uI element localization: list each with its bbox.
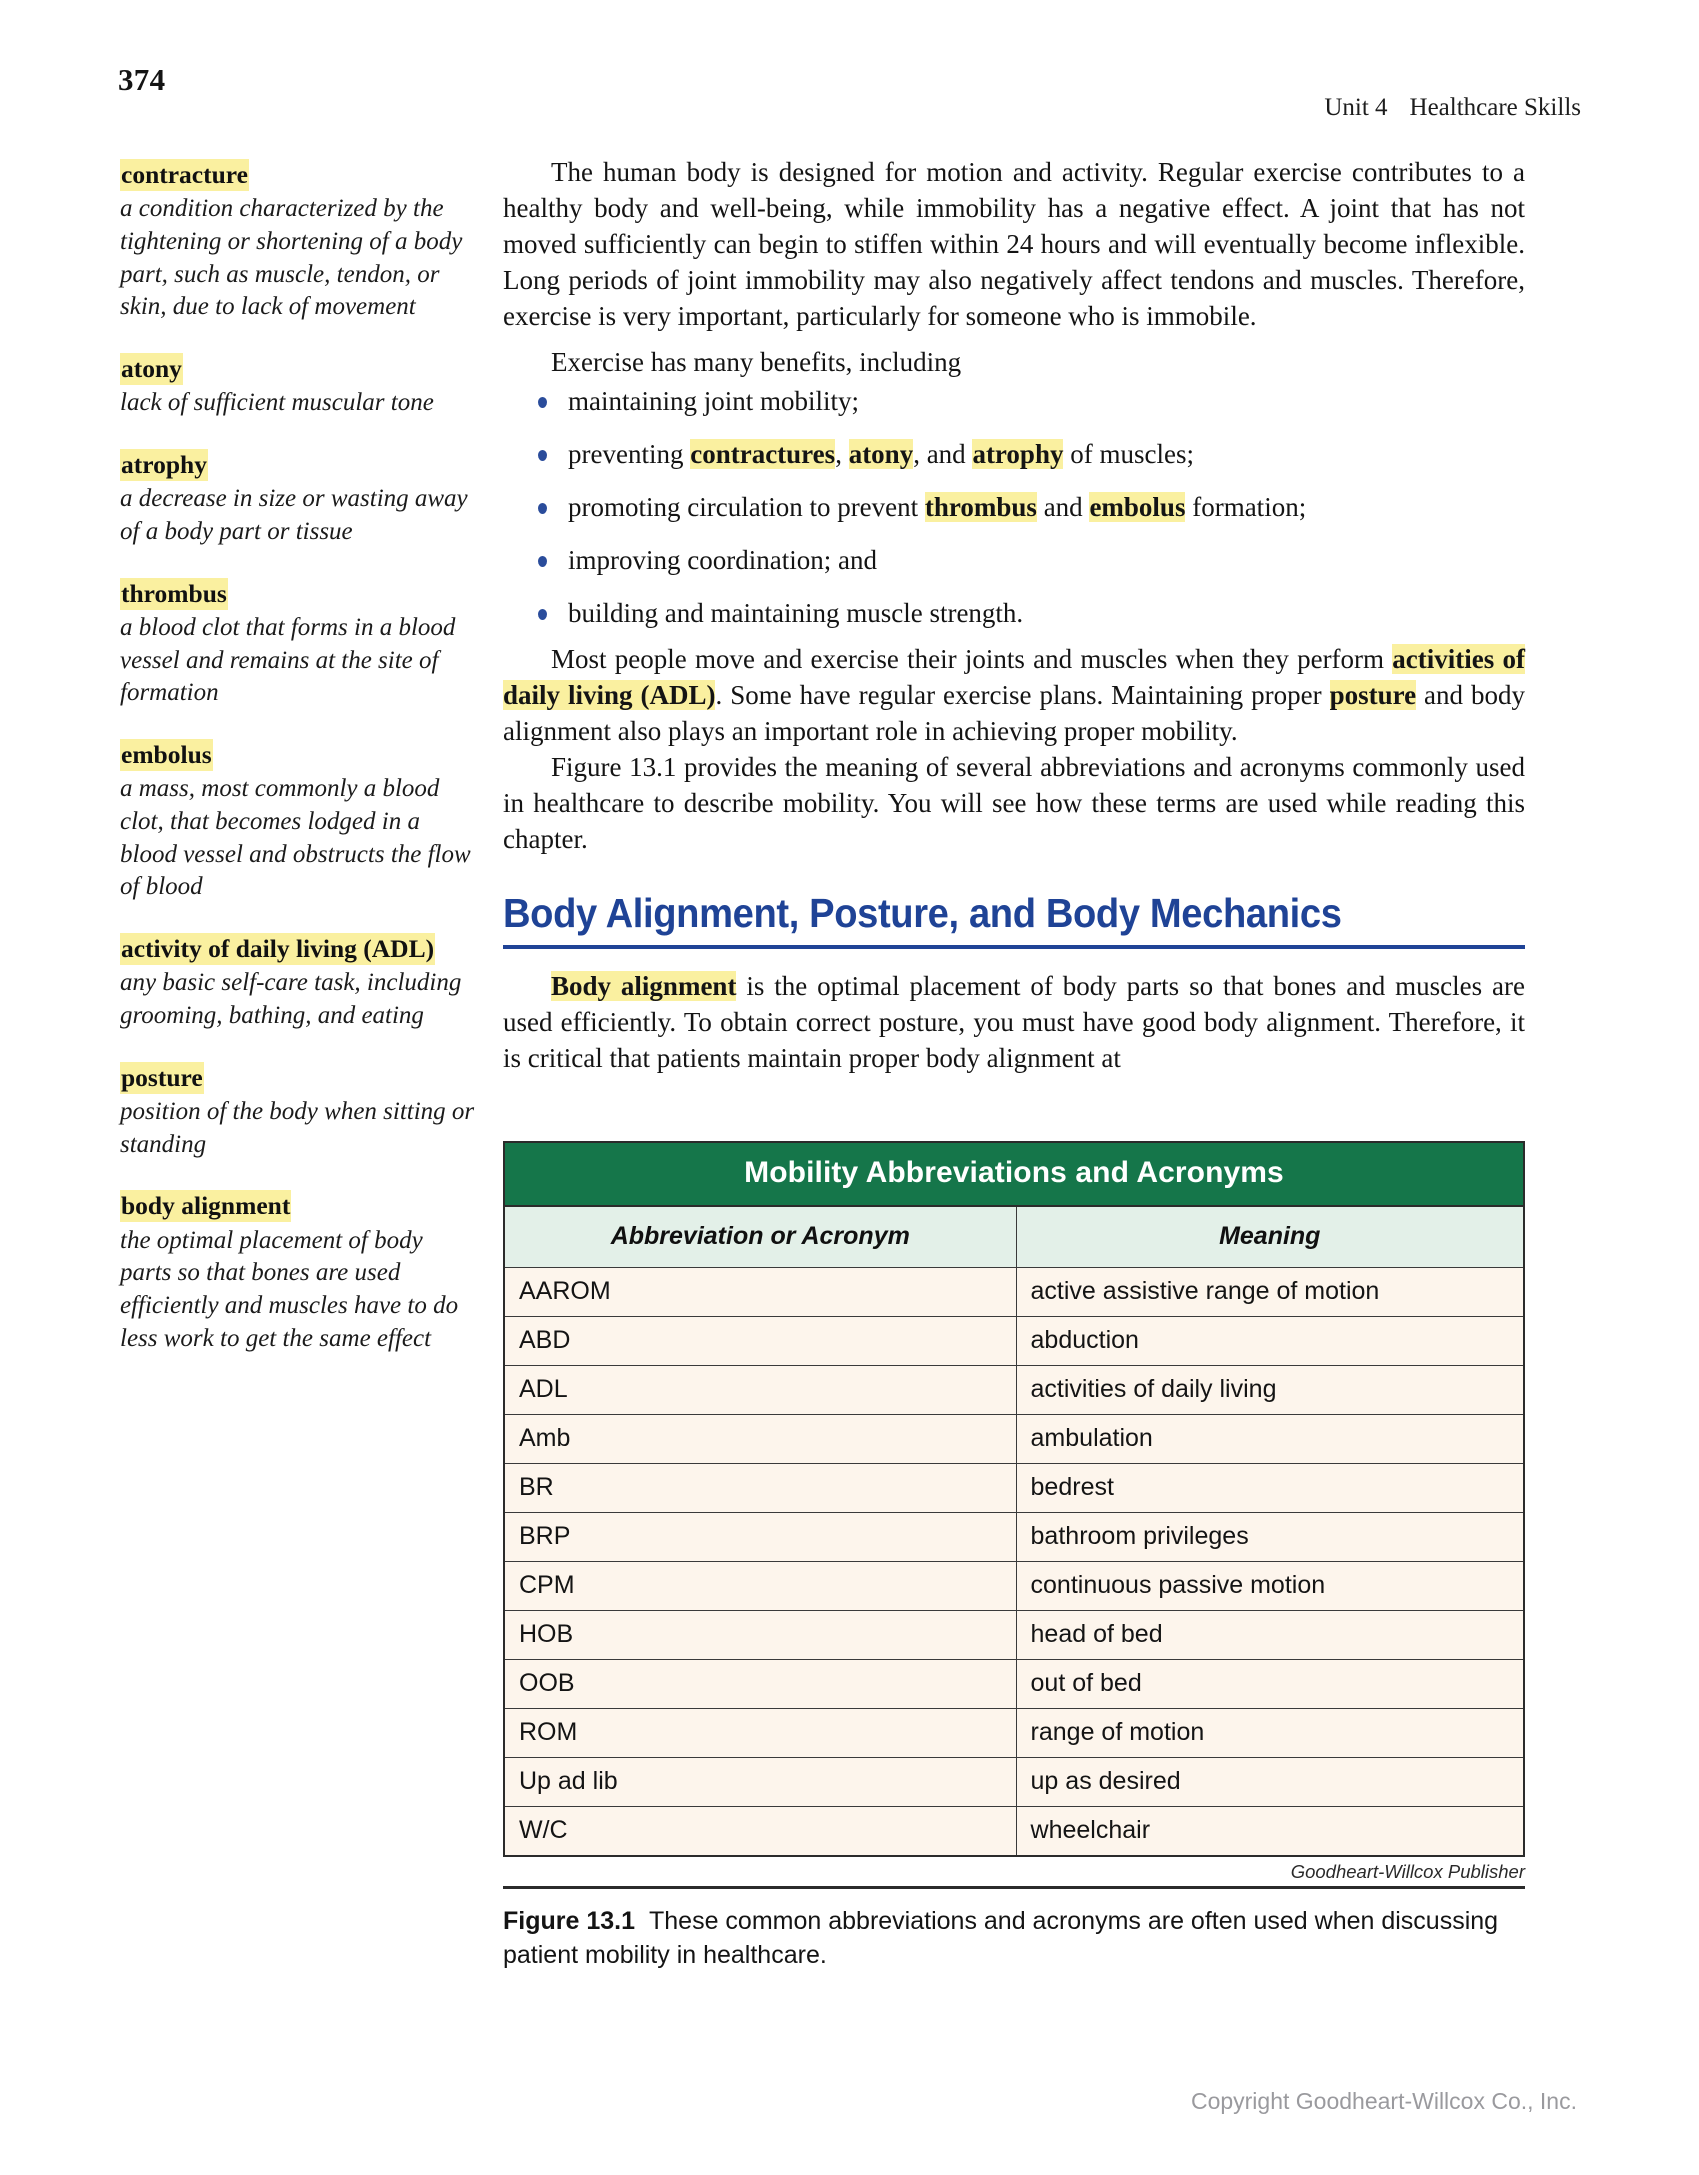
glossary-term-highlight: posture <box>121 1062 203 1092</box>
paragraph-adl <box>503 642 1525 750</box>
cell-meaning: wheelchair <box>1016 1807 1524 1857</box>
table-row <box>504 1415 1524 1464</box>
table-row <box>504 1611 1524 1660</box>
glossary-term <box>120 577 475 610</box>
list-sep: , and <box>913 439 973 470</box>
list-item-text: maintaining joint mobility; <box>568 386 859 417</box>
list-item-text: preventing <box>568 439 691 470</box>
glossary-sidebar <box>120 158 475 1356</box>
table-title: Mobility Abbreviations and Acronyms <box>503 1141 1525 1205</box>
list-item-text: building and maintaining muscle strength. <box>568 598 1024 629</box>
glossary-term <box>120 1061 475 1094</box>
term-atony: atony <box>848 439 914 470</box>
glossary-term-highlight: thrombus <box>121 578 227 608</box>
cell-abbreviation: ABD <box>504 1317 1016 1366</box>
bullet-icon <box>538 609 547 620</box>
cell-abbreviation: Amb <box>504 1415 1016 1464</box>
table-row <box>504 1268 1524 1317</box>
cell-abbreviation: Up ad lib <box>504 1758 1016 1807</box>
cell-abbreviation: ROM <box>504 1709 1016 1758</box>
glossary-term <box>120 932 475 965</box>
cell-meaning: out of bed <box>1016 1660 1524 1709</box>
cell-meaning: activities of daily living <box>1016 1366 1524 1415</box>
cell-meaning: up as desired <box>1016 1758 1524 1807</box>
glossary-term-highlight: atrophy <box>121 450 207 480</box>
term-embolus: embolus <box>1089 492 1186 523</box>
glossary-term-highlight: embolus <box>121 740 212 770</box>
glossary-term <box>120 448 475 481</box>
cell-abbreviation: BRP <box>504 1513 1016 1562</box>
bullet-icon <box>538 450 547 461</box>
list-tail: formation; <box>1185 492 1307 523</box>
cell-meaning: ambulation <box>1016 1415 1524 1464</box>
copyright-footer: Copyright Goodheart-Willcox Co., Inc. <box>1190 2088 1577 2114</box>
figure-number: Figure 13.1 <box>503 1907 635 1936</box>
list-item <box>503 543 1525 579</box>
list-item <box>503 596 1525 632</box>
cell-meaning: bathroom privileges <box>1016 1513 1524 1562</box>
cell-abbreviation: W/C <box>504 1807 1016 1857</box>
bullet-icon <box>538 397 547 408</box>
figure-13-1 <box>503 1141 1525 1972</box>
paragraph-intro: The human body is designed for motion and activity. Regular exercise contributes to a healthy body and well-being, while immobility has a negative effect. A joint that has not moved sufficiently can begin to stiffen within 24 hours and will eventually become inflexible. Long periods of joint immobility may also negatively affect tendons and muscles. Therefore, exercise is very important, particularly for someone who is immobile. <box>503 157 1525 331</box>
glossary-entry <box>120 448 475 549</box>
unit-label: Unit 4 <box>1324 94 1388 121</box>
glossary-definition: a blood clot that forms in a blood vessel and remains at the site of formation <box>120 613 456 707</box>
cell-meaning: head of bed <box>1016 1611 1524 1660</box>
glossary-definition: a mass, most commonly a blood clot, that becomes lodged in a blood vessel and obstructs the flow of blood <box>120 775 471 901</box>
glossary-term-highlight: body alignment <box>121 1191 291 1221</box>
term-atrophy: atrophy <box>972 439 1064 470</box>
table-row <box>504 1366 1524 1415</box>
term-contractures: contractures <box>690 439 836 470</box>
list-tail: of muscles; <box>1063 439 1194 470</box>
section-heading: Body Alignment, Posture, and Body Mechanics <box>503 890 1342 937</box>
table-row <box>504 1513 1524 1562</box>
term-posture: posture <box>1329 679 1417 710</box>
list-item <box>503 437 1525 473</box>
glossary-entry <box>120 352 475 420</box>
glossary-term-highlight: activity of daily living (ADL) <box>121 934 435 964</box>
term-adl: activities of daily living (ADL) <box>503 643 1526 710</box>
main-text-column <box>503 155 1525 1972</box>
running-head <box>118 62 1581 121</box>
glossary-term <box>120 158 475 191</box>
cell-meaning: bedrest <box>1016 1464 1524 1513</box>
cell-abbreviation: AAROM <box>504 1268 1016 1317</box>
glossary-entry <box>120 1061 475 1162</box>
list-item <box>503 490 1525 526</box>
glossary-entry <box>120 932 475 1033</box>
list-item-text: promoting circulation to prevent <box>568 492 925 523</box>
list-lead-in: Exercise has many benefits, including <box>551 346 962 377</box>
term-body-alignment: Body alignment <box>551 971 737 1002</box>
table-row <box>504 1758 1524 1807</box>
glossary-definition: the optimal placement of body parts so that bones are used efficiently and muscles have to do less work to get the same effect <box>120 1226 459 1352</box>
page-number: 374 <box>118 62 166 97</box>
bullet-icon <box>538 556 547 567</box>
para-alignment-rest: is the optimal placement of body parts so that bones and muscles are used efficiently. To obtain correct posture, you must have good body alignment. Therefore, it is critical that patients maintain proper body alignment at <box>503 971 1526 1074</box>
term-thrombus: thrombus <box>924 492 1037 523</box>
glossary-term <box>120 352 475 385</box>
glossary-entry <box>120 1189 475 1355</box>
cell-abbreviation: ADL <box>504 1366 1016 1415</box>
glossary-entry <box>120 577 475 710</box>
unit-section-label: Healthcare Skills <box>1409 94 1581 121</box>
figure-caption-rule <box>503 1886 1525 1889</box>
cell-meaning: active assistive range of motion <box>1016 1268 1524 1317</box>
glossary-definition: any basic self-care task, including grooming, bathing, and eating <box>120 969 462 1030</box>
cell-abbreviation: CPM <box>504 1562 1016 1611</box>
cell-abbreviation: OOB <box>504 1660 1016 1709</box>
para-adl-part-1: Most people move and exercise their joints and muscles when they perform <box>551 643 1393 674</box>
glossary-definition: position of the body when sitting or standing <box>120 1097 475 1158</box>
section-heading-rule <box>503 945 1525 949</box>
para-adl-part-3: and body alignment also plays an important role in achieving proper mobility. <box>503 679 1526 746</box>
glossary-entry <box>120 158 475 324</box>
column-header-abbreviation: Abbreviation or Acronym <box>504 1206 1016 1268</box>
paragraph-figure-reference: Figure 13.1 provides the meaning of several abbreviations and acronyms commonly used in healthcare to describe mobility. You will see how these terms are used while reading this chapter. <box>503 751 1525 854</box>
glossary-definition: a condition characterized by the tightening or shortening of a body part, such as muscle, tendon, or skin, due to lack of movement <box>120 195 463 321</box>
glossary-term-highlight: contracture <box>121 160 248 189</box>
glossary-entry <box>120 738 475 904</box>
table-row <box>504 1562 1524 1611</box>
table-row <box>504 1317 1524 1366</box>
table-row <box>504 1660 1524 1709</box>
list-item <box>503 384 1525 420</box>
benefits-list <box>503 384 1525 632</box>
figure-caption <box>503 1905 1525 1972</box>
table-row <box>504 1464 1524 1513</box>
cell-meaning: abduction <box>1016 1317 1524 1366</box>
running-head-right <box>1287 66 1581 150</box>
list-sep: , <box>835 439 849 470</box>
glossary-definition: a decrease in size or wasting away of a body part or tissue <box>120 485 468 545</box>
column-header-meaning: Meaning <box>1016 1206 1524 1268</box>
bullet-icon <box>538 503 547 514</box>
list-item-text: improving coordination; and <box>568 545 877 576</box>
para-adl-part-2: . Some have regular exercise plans. Maintaining proper <box>715 679 1330 710</box>
cell-meaning: continuous passive motion <box>1016 1562 1524 1611</box>
cell-abbreviation: HOB <box>504 1611 1016 1660</box>
mobility-abbreviations-table <box>503 1141 1525 1857</box>
list-sep: and <box>1036 492 1090 523</box>
glossary-term <box>120 738 475 771</box>
figure-credit: Goodheart-Willcox Publisher <box>1290 1861 1525 1883</box>
table-header-row <box>504 1206 1524 1268</box>
glossary-term-highlight: atony <box>121 354 182 384</box>
table-row <box>504 1807 1524 1857</box>
figure-caption-text: These common abbreviations and acronyms are often used when discussing patient mobility in healthcare. <box>503 1907 1499 1969</box>
paragraph-body-alignment <box>503 969 1525 1077</box>
cell-meaning: range of motion <box>1016 1709 1524 1758</box>
glossary-definition: lack of sufficient muscular tone <box>120 389 434 417</box>
table-row <box>504 1709 1524 1758</box>
glossary-term <box>120 1189 475 1222</box>
cell-abbreviation: BR <box>504 1464 1016 1513</box>
